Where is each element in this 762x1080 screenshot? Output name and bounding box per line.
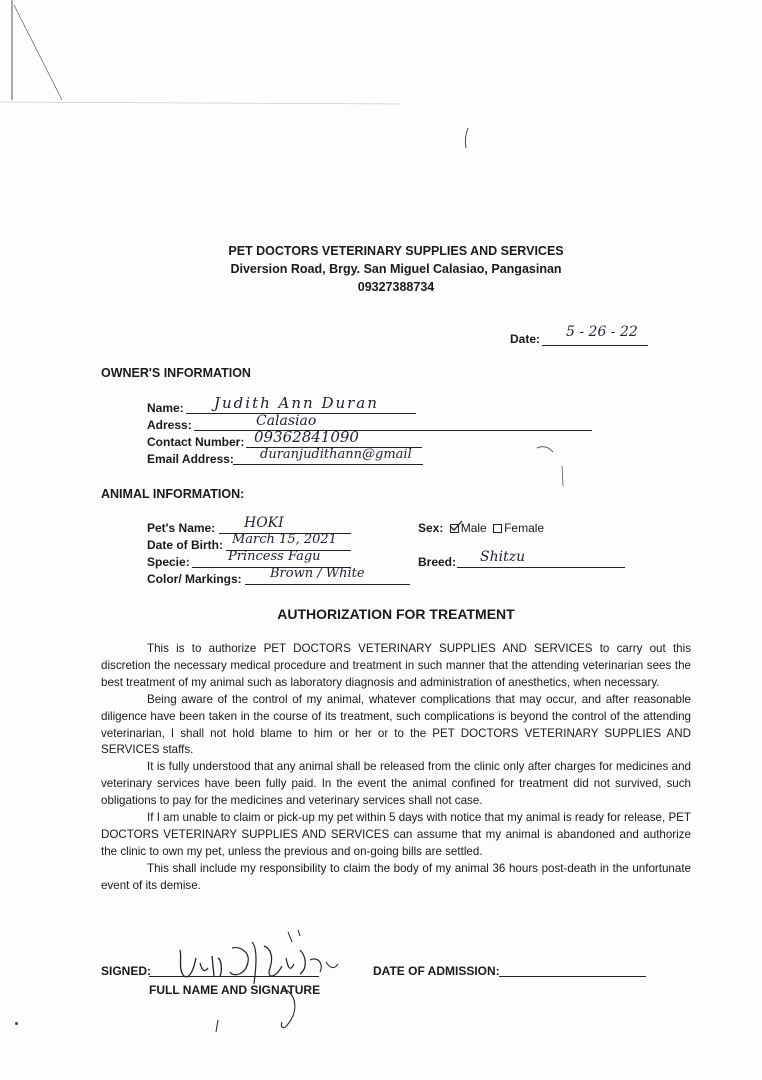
- date-label: Date:: [510, 332, 541, 346]
- dob-label: Date of Birth:: [147, 538, 223, 552]
- authorization-paragraph: Being aware of the control of my animal, whatever complications that may occur, and after reasonable diligence have been taken in the course of its treatment, such complications is beyond the control of the attending veterinarian, I shall not hold blame to him or her or to the PET DOCTORS VETERINARY SUPPLIES AND SERVICES staffs.: [101, 692, 691, 757]
- authorization-title: AUTHORIZATION FOR TREATMENT: [277, 606, 515, 622]
- pet-name-label: Pet's Name:: [147, 521, 216, 535]
- authorization-paragraph: This is to authorize PET DOCTORS VETERINARY SUPPLIES AND SERVICES to carry out this discretion the necessary medical procedure and treatment in such manner that the attending veterinarian sees the best treatment of my animal such as laboratory diagnosis and administration of anesthetics, when necessary.: [101, 642, 691, 689]
- authorization-paragraph: This shall include my responsibility to claim the body of my animal 36 hours post-death in the unfortunate event of its demise.: [101, 861, 691, 892]
- owner-contact-label: Contact Number:: [147, 435, 245, 449]
- animal-section-title: ANIMAL INFORMATION:: [101, 487, 245, 501]
- handwritten-signature: [170, 928, 370, 1038]
- authorization-paragraph: It is fully understood that any animal shall be released from the clinic only after charges for medicines and veterinary services have been fully paid. In the event the animal confined for treatment did not survived, such obligations to pay for the medicines and veterinary services shall not case.: [101, 760, 691, 808]
- scan-speck: [15, 1022, 18, 1025]
- sex-field: [418, 521, 544, 535]
- owner-name-label: Name:: [147, 401, 184, 415]
- authorization-body: [101, 641, 691, 895]
- breed-value: Shitzu: [480, 549, 526, 565]
- male-label: Male: [460, 521, 487, 535]
- dob-value: March 15, 2021: [232, 532, 337, 547]
- authorization-paragraph: If I am unable to claim or pick-up my pet within 5 days with notice that my animal is ready for release, PET DOCTORS VETERINARY SUPPLIES AND SERVICES can assume that my animal is abandoned and authorize the clinic to own my pet, unless the previous and on-going bills are settled.: [101, 811, 691, 858]
- pet-name-value: HOKI: [244, 515, 284, 531]
- owner-address-value: Calasiao: [256, 413, 317, 429]
- breed-line: [457, 567, 625, 568]
- company-name: PET DOCTORS VETERINARY SUPPLIES AND SERVICES: [228, 244, 564, 258]
- color-line: [245, 584, 410, 585]
- color-value: Brown / White: [270, 566, 365, 581]
- date-value: 5 - 26 - 22: [566, 324, 638, 340]
- owner-name-value: Judith Ann Duran: [214, 394, 379, 412]
- owner-address-label: Adress:: [147, 418, 192, 432]
- signed-label: SIGNED:: [101, 964, 152, 978]
- female-label: Female: [504, 521, 545, 535]
- owner-email-line: [233, 464, 423, 465]
- check-mark-icon: [449, 520, 463, 532]
- owner-email-label: Email Address:: [147, 452, 234, 466]
- male-checkbox[interactable]: [450, 524, 459, 533]
- specie-value: Princess Fagu: [228, 549, 321, 564]
- sex-label: Sex:: [418, 521, 444, 535]
- female-checkbox[interactable]: [493, 524, 502, 533]
- company-phone: 09327388734: [357, 280, 435, 294]
- company-address: Diversion Road, Brgy. San Miguel Calasiao, Pangasinan: [230, 262, 562, 276]
- owner-section-title: OWNER'S INFORMATION: [101, 366, 251, 380]
- signature-sub-label: FULL NAME AND SIGNATURE: [149, 983, 321, 997]
- color-label: Color/ Markings:: [147, 572, 242, 586]
- owner-contact-value: 09362841090: [254, 428, 359, 446]
- specie-label: Specie:: [147, 555, 190, 569]
- date-line: [542, 345, 648, 346]
- breed-label: Breed:: [418, 555, 457, 569]
- owner-email-value: duranjudithann@gmail: [260, 447, 412, 462]
- admission-label: DATE OF ADMISSION:: [373, 964, 500, 978]
- admission-line: [499, 976, 646, 977]
